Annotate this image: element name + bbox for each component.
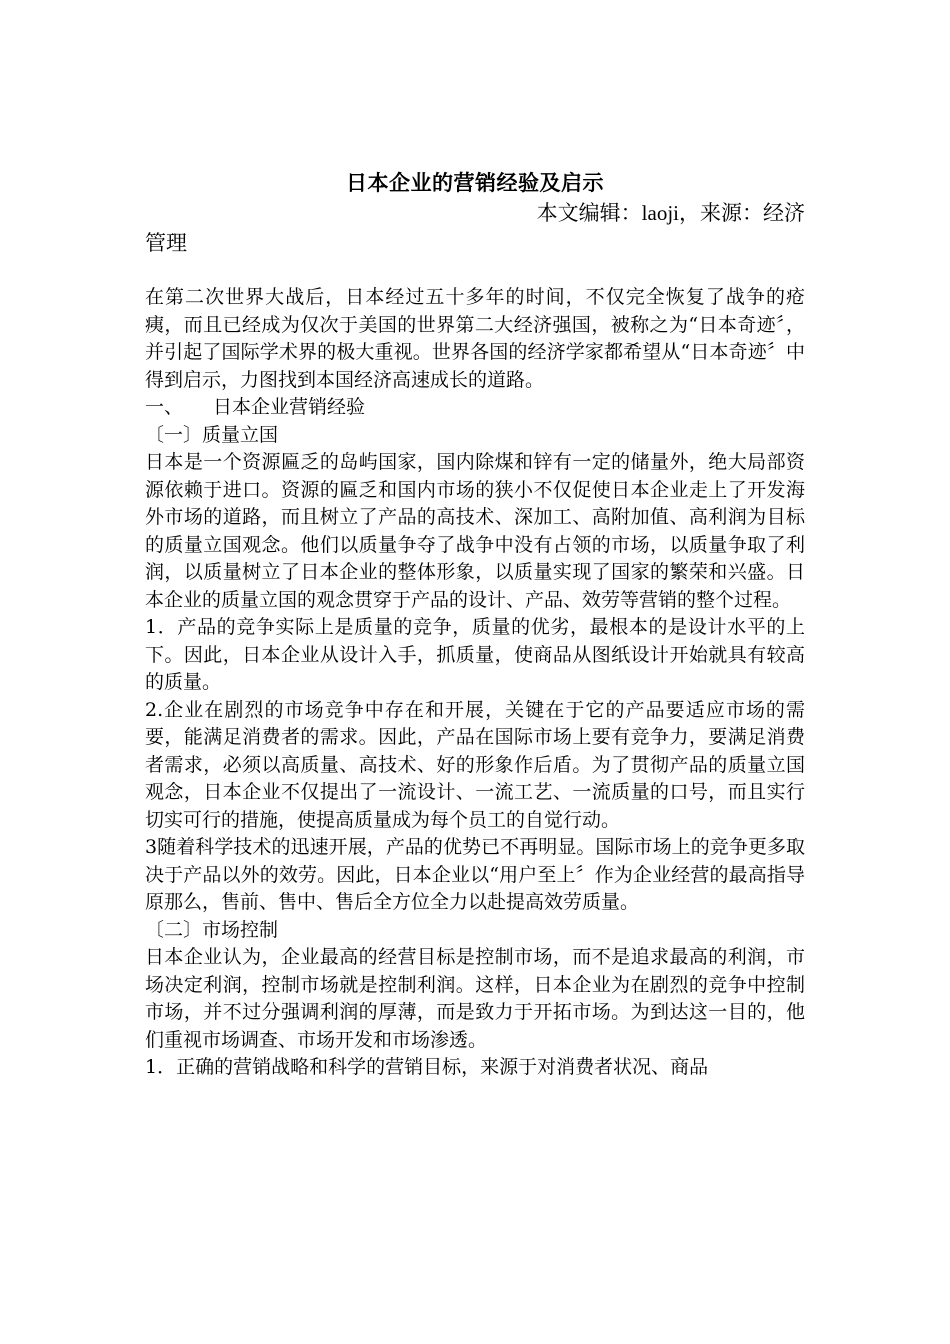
intro-paragraph: 在第二次世界大战后，日本经过五十多年的时间，不仅完全恢复了战争的疮痍，而且已经成为仅次于美国的世界第二大经济强国，被称之为“日本奇迹〞，并引起了国际学术界的极大重视。世界各国的经济学家都希望从“日本奇迹〞中得到启示，力图找到本国经济高速成长的道路。 xyxy=(145,286,805,391)
document-content xyxy=(145,168,805,1082)
editor-label: 本文编辑： xyxy=(536,201,642,225)
byline-continuation xyxy=(145,228,805,258)
document-body xyxy=(145,284,805,1082)
source-label: 来源： xyxy=(700,201,763,225)
quality-paragraph: 日本是一个资源匾乏的岛屿国家，国内除煤和锌有一定的储量外，绝大局部资源依赖于进口。资源的匾乏和国内市场的狭小不仅促使日本企业走上了开发海外市场的道路，而且树立了产品的高技术、深加工、高附加值、高利润为目标的质量立国观念。他们以质量争夺了战争中没有占领的市场，以质量争取了利润，以质量树立了日本企业的整体形象，以质量实现了国家的繁荣和兴盛。日本企业的质量立国的观念贯穿于产品的设计、产品、效劳等营销的整个过程。 xyxy=(145,451,805,611)
market-paragraph: 日本企业认为，企业最高的经营目标是控制市场，而不是追求最高的利润，市场决定利润，控制市场就是控制利润。这样，日本企业为在剧烈的竞争中控制市场，并不过分强调利润的厚薄，而是致力于开拓市场。为到达这一目的，他们重视市场调查、市场开发和市场渗透。 xyxy=(145,946,805,1051)
quality-item-2: 2.企业在剧烈的市场竞争中存在和开展，关键在于它的产品要适应市场的需要，能满足消费者的需求。因此，产品在国际市场上要有竞争力，要满足消费者需求，必须以高质量、高技术、好的形象作后盾。为了贯彻产品的质量立国观念，日本企业不仅提出了一流设计、一流工艺、一流质量的口号，而且实行切实可行的措施，使提高质量成为每个员工的自觉行动。 xyxy=(145,698,805,831)
editor-name: laoji xyxy=(641,201,679,225)
source-name-part2: 管理 xyxy=(145,231,187,255)
subsection-heading-market: 〔二〕市场控制 xyxy=(145,918,279,941)
byline-separator: ， xyxy=(679,201,700,225)
document-title: 日本企业的营销经验及启示 xyxy=(346,171,604,195)
market-item-1: 1．正确的营销战略和科学的营销目标，来源于对消费者状况、商品 xyxy=(145,1056,709,1078)
subsection-heading-quality: 〔一〕质量立国 xyxy=(145,423,279,446)
section-number: 一、 xyxy=(145,396,184,418)
quality-item-1: 1．产品的竞争实际上是质量的竞争，质量的优劣，最根本的是设计水平的上下。因此，日本企业从设计入手，抓质量，使商品从图纸设计开始就具有较高的质量。 xyxy=(145,616,805,693)
section-heading xyxy=(145,394,805,422)
quality-item-3: 3随着科学技术的迅速开展，产品的优势已不再明显。国际市场上的竞争更多取决于产品以外的效劳。因此，日本企业以“用户至上〞作为企业经营的最高指导原那么，售前、售中、售后全方位全力以赴提高效劳质量。 xyxy=(145,836,805,913)
section-title: 日本企业营销经验 xyxy=(213,396,366,418)
byline xyxy=(145,198,805,228)
source-name-part1: 经济 xyxy=(763,201,805,225)
